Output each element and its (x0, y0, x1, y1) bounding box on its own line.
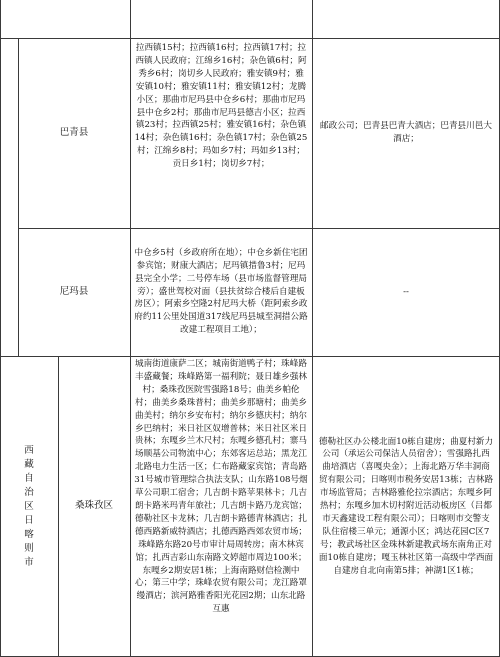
table-column-divider (18, 38, 19, 356)
area-list-cell (130, 228, 312, 356)
area-list: 中仓乡5村（乡政府所在地）；中仓乡新住宅团参宾馆；财康大酒店；尼玛镇措鲁3村；尼玛县完全小学；二号停车场（县市场监督管理局旁）；盛世驾校对面（县扶贫综合楼后自建板房区）；阿索乡空隆2村尼玛大桥（距阿索乡政府约11公里处国道317线尼玛县城至洞措公路改建工程项目工地）； (134, 247, 308, 336)
place-list-cell (312, 356, 500, 657)
table-border-top (0, 38, 500, 39)
table-row-divider (0, 356, 500, 357)
place-list-cell (312, 38, 500, 228)
place-list: 邮政公司；巴青县巴青大酒店；巴青县川邑大酒店； (320, 121, 492, 144)
district-name-cell (18, 228, 130, 356)
place-list: -- (403, 286, 409, 297)
district-name-cell (58, 356, 130, 657)
table-column-divider (312, 0, 313, 657)
area-list-cell (130, 38, 312, 228)
region-label: 西藏自治区日喀则市 (24, 444, 34, 568)
area-list: 城南街道康萨二区；城南街道鸭子村；珠峰路丰盛藏餐；珠峰路第一福利院；聂日雄乡强林村；桑珠孜医院雪强路18号；曲美乡帕伦村；曲美乡桑珠普村；曲美乡那塘村；曲美乡曲美村；纳尔乡安布村；纳尔乡德庆村；纳尔乡巴纳村；米日社区奴增普林；米日社区米日贵林；东嘎乡兰木尺村；东嘎乡德孔村；寨马场顺基公司物流中心；东郊客运总站；黑龙江北路电力生活一区；仁布路藏家宾馆；青岛路31号城市管理综合执法支队；山东路108号烟草公司职工宿舍；几吉朗卡路苹果林卡；几吉朗卡路米玛青年旅社；几吉朗卡路乃龙宾馆；德勒社区卡龙林；几吉朗卡路德青林酒店；扎德西路新威特酒店；扎德西路西郊农贸市场；珠峰路东路20号市审计局周转房；南木林宾馆；扎西吉彩山东南路文婷超市周边100米；东嘎乡2期安居1栋；上海南路财信检测中心；第三中学；珠峰农贸有限公司；龙江路罩缦酒店；滨河路雅香阳光花园2期；山东北路互惠 (134, 359, 308, 615)
area-list-cell (130, 356, 312, 657)
place-list-cell (312, 228, 500, 356)
area-list: 拉西镇15村；拉西镇16村；拉西镇17村；拉西镇人民政府；江绵乡16村；杂色镇6村；阿秀乡6村；岗切乡人民政府；雅安镇9村；雅安镇10村；雅安镇11村；雅安镇12村；龙腾小区；那曲市尼玛县中仓乡6村；那曲市尼玛县中仓乡2村；那曲市尼玛县德吉小区；拉西镇23村；拉西镇25村；雅安镇16村；杂色镇14村；杂色镇16村；杂色镇17村；杂色镇25村；江绵乡8村；玛如乡7村；玛如乡13村；贡日乡1村；岗切乡7村； (134, 43, 308, 170)
table-column-divider (58, 356, 59, 657)
region-cell (0, 356, 58, 657)
table-column-divider (130, 0, 131, 657)
place-list: 德勒社区办公楼北面10栋自建房；曲夏村新力公司（承运公司保洁人员宿舍）；雪强路扎西曲培酒店（喜嘎央金）；上海北路万华丰洞商贸有限公司；日喀则市税务安居13栋；吉林路市场监管局；吉林路雅伦拉宗酒店；东嘎乡阿热村；东嘎乡加木切村附近活动板房区（吕都市天鑫建设工程有限公司）；日喀则市交警支队住宿楼三单元；通源小区；鸿达花园C区7号；教武场社区金珠林新建教武场东南角正对面10栋自建房；嘎玉林社区第一高级中学西面自建房自北向南第5排；神湖1区1栋； (318, 436, 494, 576)
table-border-left (0, 0, 1, 657)
district-name-cell (18, 38, 130, 228)
district-name: 巴青县 (59, 126, 89, 138)
table-row-divider (18, 228, 500, 229)
district-name: 桑珠孜区 (74, 500, 113, 512)
district-name: 尼玛县 (59, 285, 89, 297)
